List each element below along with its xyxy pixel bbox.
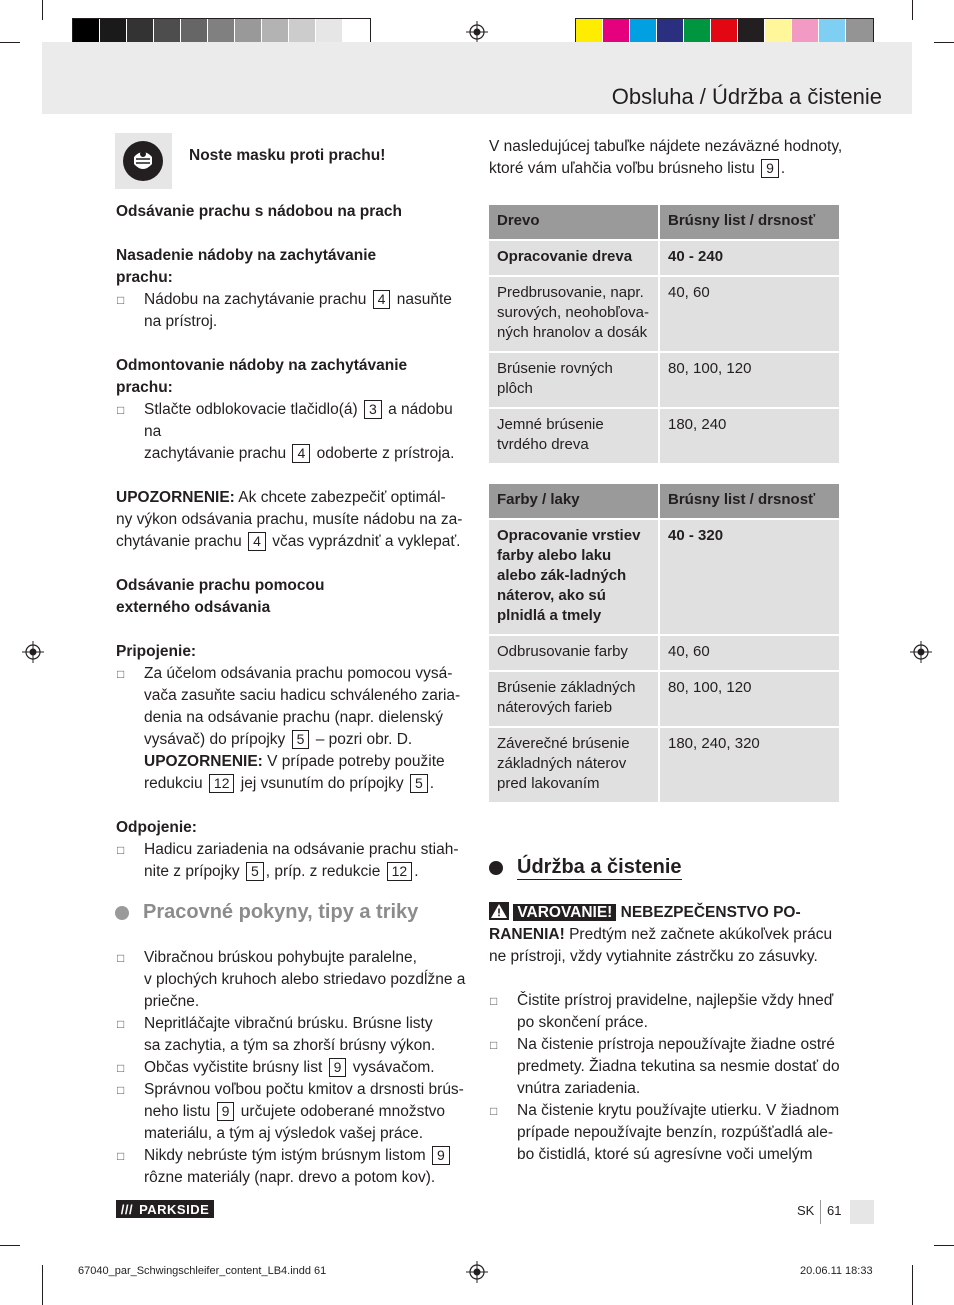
list-item [116,663,466,795]
paint-grit-table [489,484,839,804]
table-cell-grit: 40 - 240 [659,240,839,276]
text: zachytávanie prachu [144,445,287,462]
text: – pozri obr. D. [315,731,413,748]
text: Nádobu na zachytávanie prachu [144,291,367,308]
text: na prístroj. [144,313,218,330]
parkside-logo: /// PARKSIDE [116,1200,214,1218]
list-item [116,1079,466,1145]
bullet-square-icon: □ [117,951,125,965]
heading-text: Údržba a čistenie [517,856,682,878]
crop-mark [934,1245,954,1246]
table-header-cell: Brúsny list / drsnosť [659,205,839,240]
text: Stlačte odblokovacie tlačidlo(á) [144,401,358,418]
mask-icon-box [115,133,172,189]
crop-mark [934,42,954,43]
page-title: Obsluha / Údržba a čistenie [611,84,882,109]
part-number-box: 9 [217,1102,235,1121]
text: . [414,863,419,880]
table-cell-application: Jemné brúsenie tvrdého dreva [489,408,659,464]
table-header-cell: Farby / laky [489,484,659,519]
bullet-square-icon: □ [490,994,498,1008]
text: V nasledujúcej tabuľke nájdete nezáväzné hodnoty, [489,138,843,155]
table-cell-application: Brúsenie rovných plôch [489,352,659,408]
table-cell-application: Opracovanie vrstiev farby alebo laku alebo zák-ladných náterov, ako sú plnidlá a tmely [489,519,659,635]
part-number-box: 4 [292,444,310,463]
part-number-box: 4 [248,532,266,551]
list-item [116,1057,466,1079]
registration-mark-icon [22,641,44,663]
text: po skončení práce. [517,1014,648,1031]
table-intro [489,136,844,180]
table-header-row [489,484,839,519]
table-cell-application: Predbrusovanie, napr. surových, neohobľova-ných hranolov a dosák [489,276,659,352]
crop-mark [912,1265,913,1305]
part-number-box: 5 [292,730,310,749]
part-number-box: 3 [364,400,382,419]
text: materiálu, a tým aj výsledok vašej práce. [144,1125,424,1142]
table-row [489,408,839,464]
list-item [116,1013,466,1057]
print-date: 20.06.11 18:33 [800,1265,873,1277]
text: sa zachytia, a tým sa zhorší brúsny výkon. [144,1037,436,1054]
table-cell-grit: 40, 60 [659,276,839,352]
text: včas vyprázdniť a vyklepať. [272,533,461,550]
list-item [116,1145,466,1189]
text: vysávač) do prípojky [144,731,286,748]
section-heading: Odsávanie prachu pomocou [116,577,325,594]
brand-text: PARKSIDE [139,1201,210,1217]
crop-mark [912,0,913,20]
part-number-box: 12 [209,774,235,793]
text: Čistite prístroj pravidelne, najlepšie vždy hneď [517,992,834,1009]
table-cell-grit: 180, 240, 320 [659,727,839,803]
section-heading: Odsávanie prachu s nádobou na prach [116,203,402,220]
text: nasuňte [396,291,452,308]
table-cell-grit: 40 - 320 [659,519,839,635]
crop-mark [0,1245,20,1246]
footer-divider [820,1200,821,1224]
part-number-box: 9 [761,159,779,178]
text: prípade nepoužívajte benzín, rozpúšťadlá ale- [517,1124,834,1141]
table-header-cell: Drevo [489,205,659,240]
bullet-square-icon: □ [117,667,125,681]
crop-mark [0,42,20,43]
list-item [489,1100,844,1166]
text: Za účelom odsávania prachu pomocou vysá- [144,665,453,682]
text: vača zasuňte saciu hadicu schváleného zaria- [144,687,461,704]
registration-mark-icon [466,21,488,43]
table-row [489,635,839,671]
language-code: SK [797,1203,815,1218]
part-number-box: 9 [329,1058,347,1077]
list-item [116,399,466,465]
text: . [429,775,435,792]
warning-label: VAROVANIE! [513,904,616,921]
wood-grit-table [489,205,839,465]
mask-warning-heading: Noste masku proti prachu! [189,147,386,164]
part-number-box: 12 [387,862,413,881]
bullet-square-icon: □ [490,1038,498,1052]
file-slug: 67040_par_Schwingschleifer_content_LB4.indd 61 [78,1265,327,1277]
bullet-square-icon: □ [117,1149,125,1163]
table-cell-grit: 40, 60 [659,635,839,671]
section-heading: prachu: [116,379,173,396]
maintenance-list [489,990,844,1166]
text: chytávanie prachu [116,533,242,550]
text: vnútra zariadenia. [517,1080,641,1097]
text: ktoré vám uľahčia voľbu brúsneho listu [489,160,755,177]
bullet-square-icon: □ [117,843,125,857]
text: V prípade potreby použite [267,753,445,770]
warning-triangle-icon [489,902,509,920]
table-header-cell: Brúsny list / drsnosť [659,484,839,519]
text: redukciu [144,775,203,792]
table-cell-application: Opracovanie dreva [489,240,659,276]
text: Vibračnou brúskou pohybujte paralelne, [144,949,417,966]
text: . [780,160,786,177]
list-item [116,839,466,883]
bullet-square-icon: □ [490,1104,498,1118]
notice-label: UPOZORNENIE: [144,753,263,770]
section-heading: externého odsávania [116,599,271,616]
text: bo čistidlá, ktoré sú agresívne voči umelým [517,1146,813,1163]
list-item [489,1034,844,1100]
bullet-square-icon: □ [117,1061,125,1075]
registration-mark-icon [466,1261,488,1283]
part-number-box: 9 [432,1146,450,1165]
bullet-square-icon: □ [117,1017,125,1031]
table-row [489,240,839,276]
bullet-square-icon: □ [117,293,125,307]
tips-heading [115,901,418,924]
text: odoberte z prístroja. [316,445,455,462]
text: Ak chcete zabezpečiť optimál- [238,489,446,506]
list-item [116,947,466,1013]
section-heading: Nasadenie nádoby na zachytávanie [116,247,377,264]
text: rôzne materiály (napr. drevo a potom kov). [144,1169,436,1186]
crop-mark [42,0,43,20]
text: Správnou voľbou počtu kmitov a drsnosti brús- [144,1081,464,1098]
text: v plochých kruhoch alebo striedavo pozdĺžne a [144,971,466,988]
dust-mask-icon [122,140,164,182]
table-cell-application: Odbrusovanie farby [489,635,659,671]
notice-label: UPOZORNENIE: [116,489,235,506]
text: Na čistenie krytu používajte utierku. V žiadnom [517,1102,840,1119]
section-heading: Pripojenie: [116,643,197,660]
tips-list [116,947,466,1189]
registration-mark-icon [910,641,932,663]
text: predmety. Žiadna tekutina sa nesmie dostať do [517,1058,840,1075]
page-tab-box [850,1200,874,1224]
text: a nádobu na [144,401,453,440]
text: Predtým než začnete akúkoľvek prácu [569,926,833,943]
table-row [489,671,839,727]
text: Hadicu zariadenia na odsávanie prachu stiah- [144,841,459,858]
list-item [489,990,844,1034]
part-number-box: 4 [373,290,391,309]
list-item [116,289,466,333]
section-heading: Odmontovanie nádoby na zachytávanie [116,357,408,374]
text: vysávačom. [352,1059,435,1076]
section-bullet-icon [489,861,503,875]
left-column-text [116,201,466,883]
text: RANENIA! [489,926,565,943]
bullet-square-icon: □ [117,1083,125,1097]
text: denia na odsávanie prachu (napr. dielenský [144,709,444,726]
text: , príp. z redukcie [265,863,381,880]
warning-block [489,902,844,968]
text: jej vsunutím do prípojky [240,775,404,792]
section-heading: prachu: [116,269,173,286]
text: Občas vyčistite brúsny list [144,1059,323,1076]
text: určujete odoberané množstvo [240,1103,445,1120]
table-row [489,276,839,352]
page-number: 61 [827,1203,842,1218]
section-bullet-icon [115,906,129,920]
table-cell-grit: 80, 100, 120 [659,352,839,408]
heading-text: Pracovné pokyny, tipy a triky [143,901,419,923]
crop-mark [42,1265,43,1305]
part-number-box: 5 [246,862,264,881]
text: ny výkon odsávania prachu, musíte nádobu na za- [116,511,463,528]
text: neho listu [144,1103,211,1120]
table-row [489,352,839,408]
text: nite z prípojky [144,863,240,880]
text: ne prístroji, vždy vytiahnite zástrčku zo zásuvky. [489,948,818,965]
table-cell-grit: 180, 240 [659,408,839,464]
table-cell-application: Záverečné brúsenie základných náterov pred lakovaním [489,727,659,803]
table-cell-application: Brúsenie základných náterových farieb [489,671,659,727]
text: Nepritláčajte vibračnú brúsku. Brúsne listy [144,1015,433,1032]
table-row [489,519,839,635]
section-heading: Odpojenie: [116,819,197,836]
table-header-row [489,205,839,240]
bullet-square-icon: □ [117,403,125,417]
part-number-box: 5 [410,774,428,793]
text: priečne. [144,993,200,1010]
text: Nikdy nebrúste tým istým brúsnym listom [144,1147,426,1164]
text: NEBEZPEČENSTVO PO- [620,904,801,921]
text: Na čistenie prístroja nepoužívajte žiadne ostré [517,1036,835,1053]
table-row [489,727,839,803]
table-cell-grit: 80, 100, 120 [659,671,839,727]
maintenance-heading [489,856,682,880]
